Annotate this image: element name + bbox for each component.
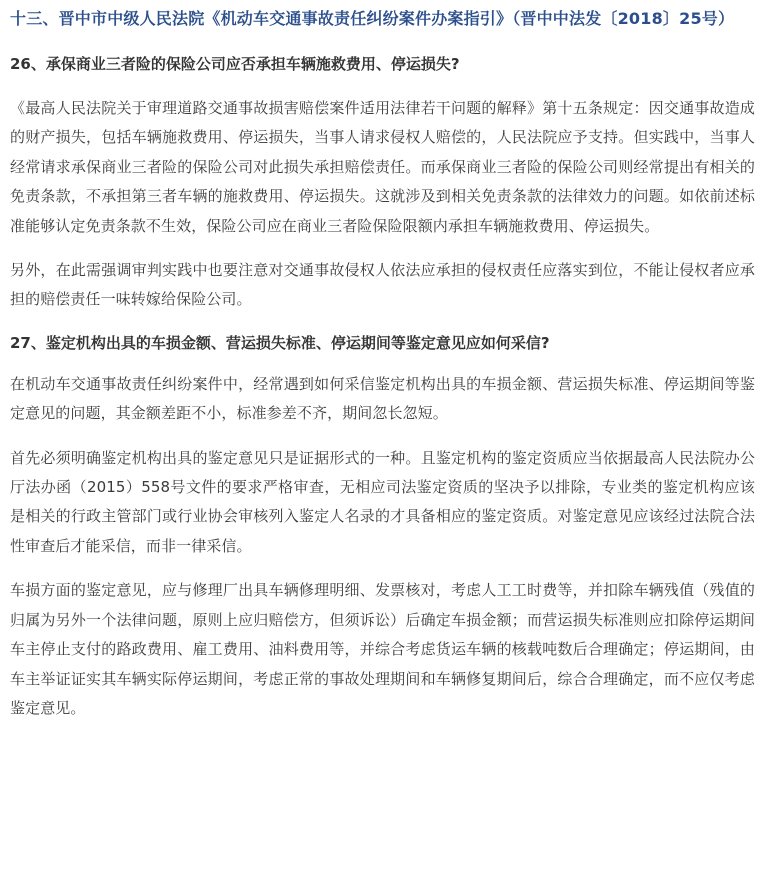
question-27-paragraph-1: 在机动车交通事故责任纠纷案件中，经常遇到如何采信鉴定机构出具的车损金额、营运损失标准、停运期间等鉴定意见的问题，其金额差距不小，标准参差不齐，期间忽长忽短。 [10,374,755,423]
question-27-paragraph-3: 车损方面的鉴定意见，应与修理厂出具车辆修理明细、发票核对，考虑人工工时费等，并扣除车辆残值（残值的归属为另外一个法律问题，原则上应归赔偿方，但须诉讼）后确定车损金额；而营运损失标准则应扣除停运期间车主停止支付的路政费用、雇工费用、油料费用等，并综合考虑货运车辆的核载吨数后合理确定；停运期间，由车主举证证实其车辆实际停运期间，考虑正常的事故处理期间和车辆修复期间后，综合合理确定，而不应仅考虑鉴定意见。 [10,581,755,717]
question-27-heading: 27、鉴定机构出具的车损金额、营运损失标准、停运期间等鉴定意见应如何采信? [10,333,550,352]
section-title: 十三、晋中市中级人民法院《机动车交通事故责任纠纷案件办案指引》（晋中中法发〔2018〕25号） [10,9,735,28]
question-26-heading: 26、承保商业三者险的保险公司应否承担车辆施救费用、停运损失? [10,55,460,73]
question-26-paragraph-2: 另外，在此需强调审判实践中也要注意对交通事故侵权人依法应承担的侵权责任应落实到位，不能让侵权者应承担的赔偿责任一味转嫁给保险公司。 [10,261,755,309]
question-26-paragraph-1: 《最高人民法院关于审理道路交通事故损害赔偿案件适用法律若干问题的解释》第十五条规定：因交通事故造成的财产损失，包括车辆施救费用、停运损失，当事人请求侵权人赔偿的，人民法院应予支持。但实践中，当事人经常请求承保商业三者险的保险公司对此损失承担赔偿责任。而承保商业三者险的保险公司则经常提出有相关的免责条款，不承担第三者车辆的施救费用、停运损失。这就涉及到相关免责条款的法律效力的问题。如依前述标准能够认定免责条款不生效，保险公司应在商业三者险保险限额内承担车辆施救费用、停运损失。 [10,99,755,235]
question-27-paragraph-2: 首先必须明确鉴定机构出具的鉴定意见只是证据形式的一种。且鉴定机构的鉴定资质应当依据最高人民法院办公厅法办函（2015）558号文件的要求严格审查，无相应司法鉴定资质的坚决予以排除，专业类的鉴定机构应该是相关的行政主管部门或行业协会审核列入鉴定人名录的才具备相应的鉴定资质。对鉴定意见应该经过法院合法性审查后才能采信，而非一律采信。 [10,448,755,555]
